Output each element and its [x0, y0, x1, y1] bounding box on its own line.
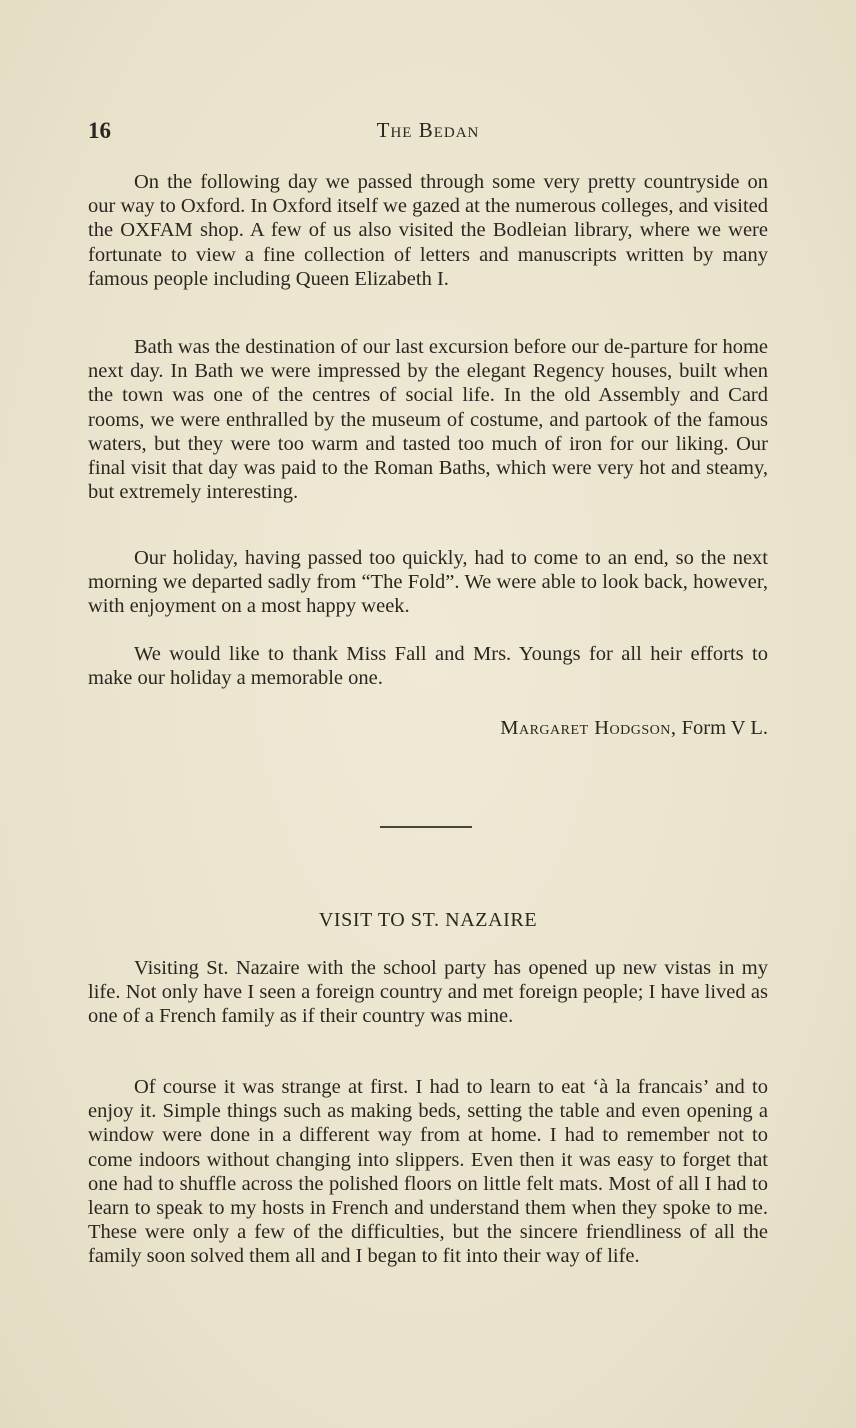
- paragraph-holiday-end: Our holiday, having passed too quickly, had to come to an end, so the next morning we departed sadly from “The Fold”. We were able to look back, however, with enjoyment on a most happy week.: [88, 547, 768, 618]
- page-number: 16: [88, 118, 111, 143]
- paragraph-st-nazaire-body: Of course it was strange at first. I had to learn to eat ‘à la francais’ and to enjoy it. Simple things such as making beds, setting the table and even opening a window were done in a different way from at home. I had to remember not to come indoors without changing into slippers. Even then it was easy to forget that one had to shuffle across the polished floors on little felt mats. Most of all I had to learn to speak to my hosts in French and understand them when they spoke to me. These were only a few of the difficulties, but the sincere friendliness of all the family soon solved them all and I began to fit into their way of life.: [88, 1076, 768, 1268]
- paragraph-oxford: On the following day we passed through some very pretty countryside on our way to Oxford. In Oxford itself we gazed at the numerous colleges, and visited the OXFAM shop. A few of us also visited the Bodleian library, where we were fortunate to view a fine collection of letters and manuscripts written by many famous people including Queen Elizabeth I.: [88, 171, 768, 290]
- paragraph-thanks: We would like to thank Miss Fall and Mrs. Youngs for all heir efforts to make our holiday a memorable one.: [88, 643, 768, 690]
- author-signature: [88, 717, 768, 740]
- paragraph-bath: Bath was the destination of our last excursion before our de-parture for home next day. In Bath we were impressed by the elegant Regency houses, built when the town was one of the centres of social life. In the old Assembly and Card rooms, we were enthralled by the museum of costume, and partook of the famous waters, but they were too warm and tasted too much of iron for our liking. Our final visit that day was paid to the Roman Baths, which were very hot and steamy, but extremely interesting.: [88, 336, 768, 504]
- running-title: The Bedan: [376, 118, 480, 142]
- article-title: VISIT TO ST. NAZAIRE: [318, 909, 538, 931]
- author-form: Form V L.: [681, 717, 768, 739]
- paragraph-st-nazaire-intro: Visiting St. Nazaire with the school party has opened up new vistas in my life. Not only have I seen a foreign country and met foreign people; I have lived as one of a French family as if their country was mine.: [88, 957, 768, 1028]
- author-name: Margaret Hodgson,: [500, 717, 677, 739]
- section-divider: [380, 826, 472, 828]
- page-header: [88, 118, 768, 148]
